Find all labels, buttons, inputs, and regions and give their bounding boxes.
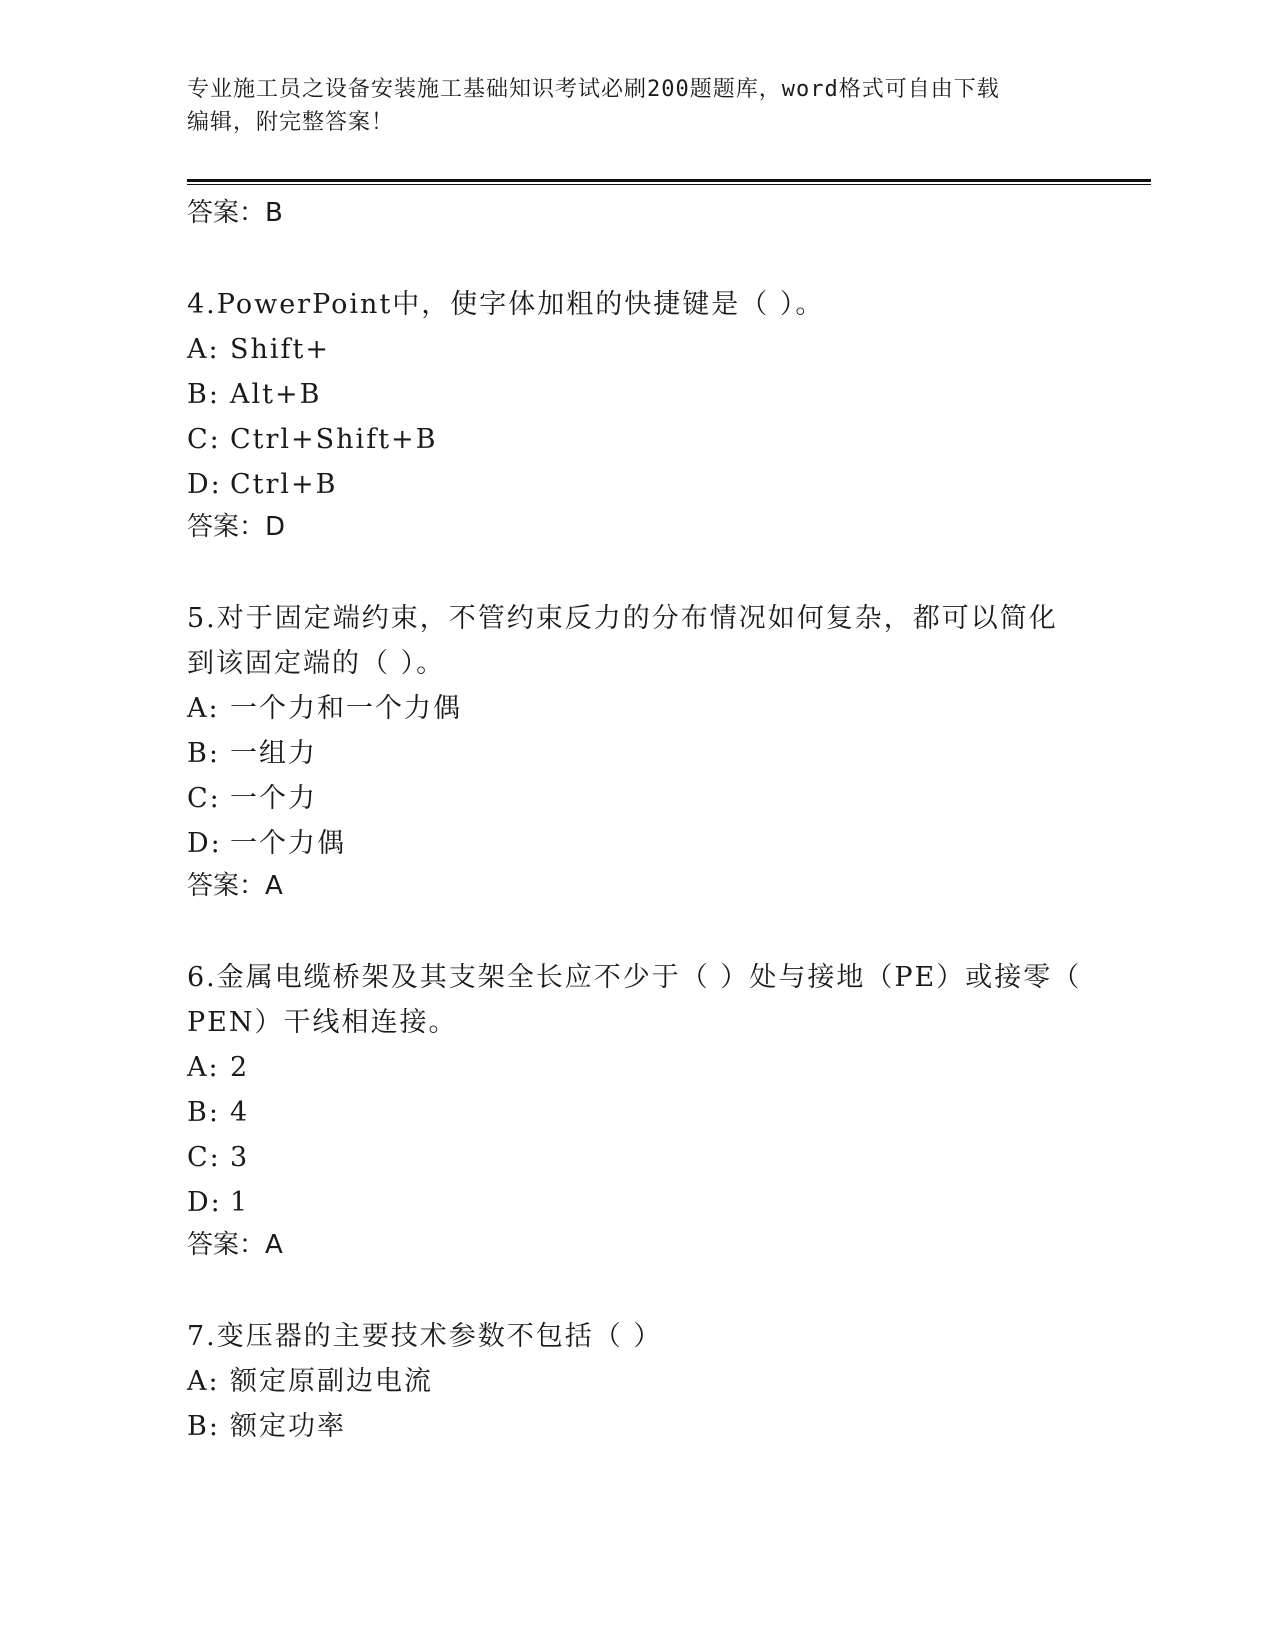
option-text: 一个力和一个力偶: [230, 693, 462, 724]
option-text: 额定原副边电流: [230, 1366, 433, 1397]
option-letter: D:: [187, 828, 222, 859]
header-rule-thin: [187, 184, 1151, 185]
question-text: 5.对于固定端约束，不管约束反力的分布情况如何复杂，都可以简化: [187, 603, 1058, 634]
answer-line: 答案：D: [187, 512, 286, 542]
option-letter: D:: [187, 469, 222, 500]
option-letter: C:: [187, 424, 221, 455]
option-b: [187, 372, 1107, 417]
option-d: [187, 462, 1107, 507]
question-item: [187, 955, 1107, 1265]
option-letter: A:: [187, 693, 220, 724]
option-b: [187, 1404, 1107, 1449]
option-letter: B:: [187, 1411, 220, 1442]
answer-line: 答案：A: [187, 871, 283, 901]
option-text: 一个力偶: [230, 828, 346, 859]
question-text-continued: PEN）干线相连接。: [187, 1007, 458, 1038]
option-letter: A:: [187, 1052, 220, 1083]
question-item: [187, 1314, 1107, 1449]
answer-line: 答案：B: [187, 198, 283, 228]
option-d: [187, 1180, 1107, 1225]
option-b: [187, 1090, 1107, 1135]
option-text: Ctrl+B: [230, 469, 338, 500]
option-text: 4: [230, 1097, 250, 1128]
option-a: [187, 1045, 1107, 1090]
option-text: Ctrl+Shift+B: [230, 424, 438, 455]
option-letter: A:: [187, 1366, 220, 1397]
option-letter: B:: [187, 1097, 220, 1128]
option-text: Shift+: [230, 334, 330, 365]
option-letter: A:: [187, 334, 220, 365]
option-letter: C:: [187, 783, 221, 814]
option-b: [187, 731, 1107, 776]
option-letter: C:: [187, 1142, 221, 1173]
answer-line: 答案：A: [187, 1230, 283, 1260]
question-text: 7.变压器的主要技术参数不包括（ ）: [187, 1321, 663, 1352]
question-text: 6.金属电缆桥架及其支架全长应不少于（ ）处与接地（PE）或接零（: [187, 962, 1082, 993]
option-a: [187, 1359, 1107, 1404]
option-text: 2: [230, 1052, 250, 1083]
question-list: [187, 189, 1107, 1449]
document-header: [187, 73, 1087, 139]
option-a: [187, 686, 1107, 731]
option-text: 一个力: [230, 783, 317, 814]
option-text: 1: [230, 1187, 250, 1218]
header-line-2: 编辑，附完整答案！: [187, 110, 395, 135]
option-c: [187, 1135, 1107, 1180]
option-a: [187, 327, 1107, 372]
option-text: 一组力: [230, 738, 317, 769]
option-letter: D:: [187, 1187, 222, 1218]
option-c: [187, 417, 1107, 462]
header-line-1: 专业施工员之设备安装施工基础知识考试必刷200题题库，word格式可自由下载: [187, 77, 1000, 102]
option-text: Alt+B: [230, 379, 322, 410]
question-text-continued: 到该固定端的（ ）。: [187, 648, 446, 679]
question-item: [187, 596, 1107, 906]
question-text: 4.PowerPoint中，使字体加粗的快捷键是（ ）。: [187, 289, 825, 320]
question-item: [187, 282, 1107, 547]
option-d: [187, 821, 1107, 866]
option-letter: B:: [187, 379, 220, 410]
option-c: [187, 776, 1107, 821]
option-text: 3: [230, 1142, 250, 1173]
header-rule-thick: [187, 179, 1151, 182]
option-text: 额定功率: [230, 1411, 346, 1442]
option-letter: B:: [187, 738, 220, 769]
